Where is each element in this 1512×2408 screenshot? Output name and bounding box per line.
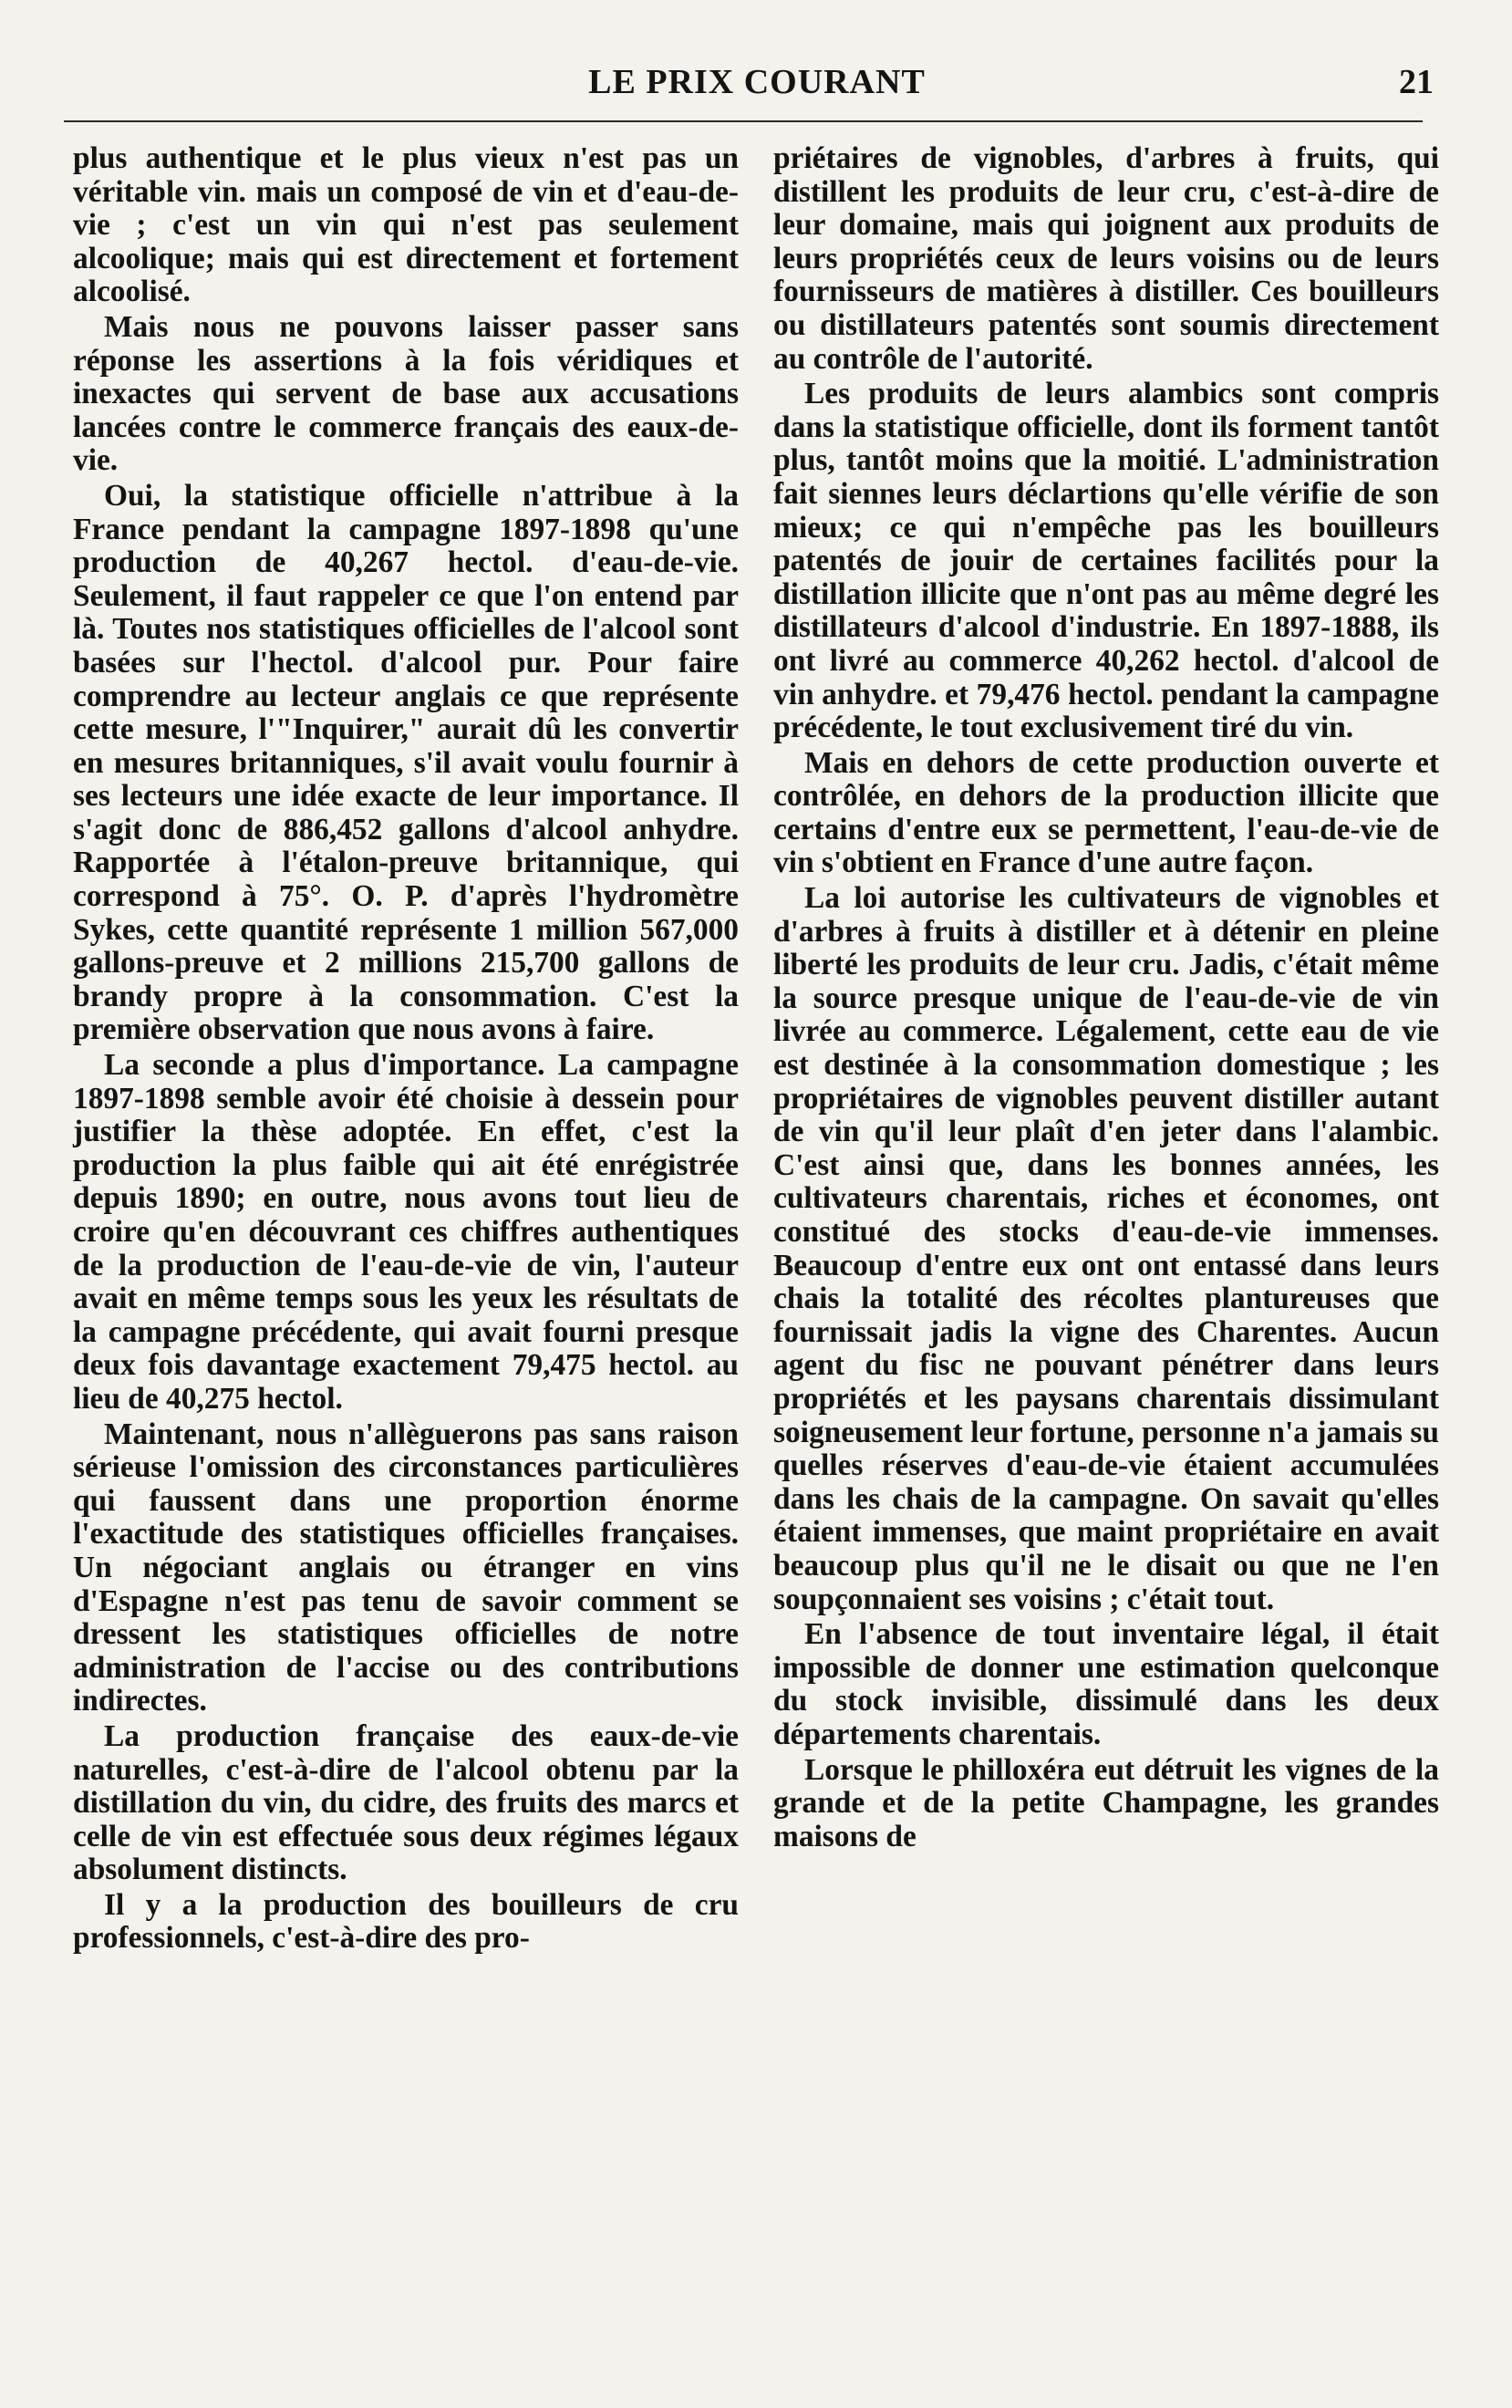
page-header [55, 57, 1459, 120]
paragraph: La seconde a plus d'importance. La campagne 1897-1898 semble avoir été choisie à dessein pour justifier la thèse adoptée. En effet, c'est la production la plus faible qui ait été enrégistrée depuis 1890; en outre, nous avons tout lieu de croire qu'en découvrant ces chiffres authentiques de la production de l'eau-de-vie de vin, l'auteur avait en même temps sous les yeux les résultats de la campagne précédente, qui avait fourni presque deux fois davantage exactement 79,475 hectol. au lieu de 40,275 hectol. [73, 1048, 739, 1416]
paragraph: Lorsque le philloxéra eut détruit les vignes de la grande et de la petite Champagne, les grandes maisons de [773, 1752, 1439, 1853]
paragraph: La production française des eaux-de-vie naturelles, c'est-à-dire de l'alcool obtenu par la distillation du vin, du cidre, des fruits des marcs et celle de vin est effectuée sous deux régimes légaux absolument distincts. [73, 1718, 739, 1887]
paragraph: Mais nous ne pouvons laisser passer sans réponse les assertions à la fois véridiques et inexactes qui servent de base aux accusations lancées contre le commerce français des eaux-de-vie. [73, 309, 739, 478]
left-column [73, 142, 739, 2377]
paragraph: La loi autorise les cultivateurs de vignobles et d'arbres à fruits à distiller et à détenir en pleine liberté les produits de leur cru. Jadis, c'était même la source presque unique de l'eau-de-vie de vin livrée au commerce. Légalement, cette eau de vie est destinée à la consommation domestique ; les propriétaires de vignobles peuvent distiller autant de vin qu'il leur plaît d'en jeter dans l'alambic. C'est ainsi que, dans les bonnes années, les cultivateurs charentais, riches et économes, ont constitué des stocks d'eau-de-vie immenses. Beaucoup d'entre eux ont ont entassé dans leurs chais la totalité des récoltes plantureuses que fournissait jadis la vigne des Charentes. Aucun agent du fisc ne pouvant pénétrer dans leurs propriétés et les paysans charentais dissimulant soigneusement leur fortune, personne n'a jamais su quelles réserves d'eau-de-vie étaient accumulées dans les chais de la campagne. On savait qu'elles étaient immenses, que maint propriétaire en avait beaucoup plus qu'il ne le disait ou que ne l'en soupçonnaient ses voisins ; c'était tout. [773, 881, 1439, 1616]
running-title: LE PRIX COURANT [588, 63, 926, 101]
paragraph: Oui, la statistique officielle n'attribue à la France pendant la campagne 1897-1898 qu'une production de 40,267 hectol. d'eau-de-vie. Seulement, il faut rappeler ce que l'on entend par là. Toutes nos statistiques officielles de l'alcool sont basées sur l'hectol. d'alcool pur. Pour faire comprendre au lecteur anglais ce que représente cette mesure, l'"Inquirer," aurait dû les convertir en mesures britanniques, s'il avait voulu fournir à ses lecteurs une idée exacte de leur importance. Il s'agit donc de 886,452 gallons d'alcool anhydre. Rapportée à l'étalon-preuve britannique, qui correspond à 75°. O. P. d'après l'hydromètre Sykes, cette quantité représente 1 million 567,000 gallons-preuve et 2 millions 215,700 gallons de brandy propre à la consommation. C'est la première observation que nous avons à faire. [73, 478, 739, 1047]
paragraph: Mais en dehors de cette production ouverte et contrôlée, en dehors de la production illicite que certains d'entre eux se permettent, l'eau-de-vie de vin s'obtient en France d'une autre façon. [773, 745, 1439, 880]
paragraph: plus authentique et le plus vieux n'est pas un véritable vin. mais un composé de vin et d'eau-de-vie ; c'est un vin qui n'est pas seulement alcoolique; mais qui est directement et fortement alcoolisé. [73, 141, 739, 309]
paragraph: Maintenant, nous n'allèguerons pas sans raison sérieuse l'omission des circonstances particulières qui faussent dans une proportion énorme l'exactitude des statistiques officielles françaises. Un négociant anglais ou étranger en vins d'Espagne n'est pas tenu de savoir comment se dressent les statistiques officielles de notre administration de l'accise ou des contributions indirectes. [73, 1417, 739, 1718]
paragraph: priétaires de vignobles, d'arbres à fruits, qui distillent les produits de leur cru, c'est-à-dire de leur domaine, mais qui joignent aux produits de leurs propriétés ceux de leurs voisins ou de leurs fournisseurs de matières à distiller. Ces bouilleurs ou distillateurs patentés sont soumis directement au contrôle de l'autorité. [773, 141, 1439, 376]
header-rule [64, 120, 1423, 122]
page-number: 21 [1399, 63, 1434, 101]
right-column [773, 142, 1439, 2377]
paragraph: Les produits de leurs alambics sont compris dans la statistique officielle, dont ils forment tantôt plus, tantôt moins que la moitié. L'administration fait siennes leurs déclartions qu'elle vérifie de son mieux; ce qui n'empêche pas les bouilleurs patentés de jouir de certaines facilités pour la distillation illicite que n'ont pas au même degré les distillateurs d'alcool d'industrie. En 1897-1888, ils ont livré au commerce 40,262 hectol. d'alcool de vin anhydre. et 79,476 hectol. pendant la campagne précédente, le tout exclusivement tiré du vin. [773, 377, 1439, 745]
paragraph: Il y a la production des bouilleurs de cru professionnels, c'est-à-dire des pro- [73, 1887, 739, 1956]
paragraph: En l'absence de tout inventaire légal, il était impossible de donner une estimation quelconque du stock invisible, dissimulé dans les deux départements charentais. [773, 1617, 1439, 1751]
